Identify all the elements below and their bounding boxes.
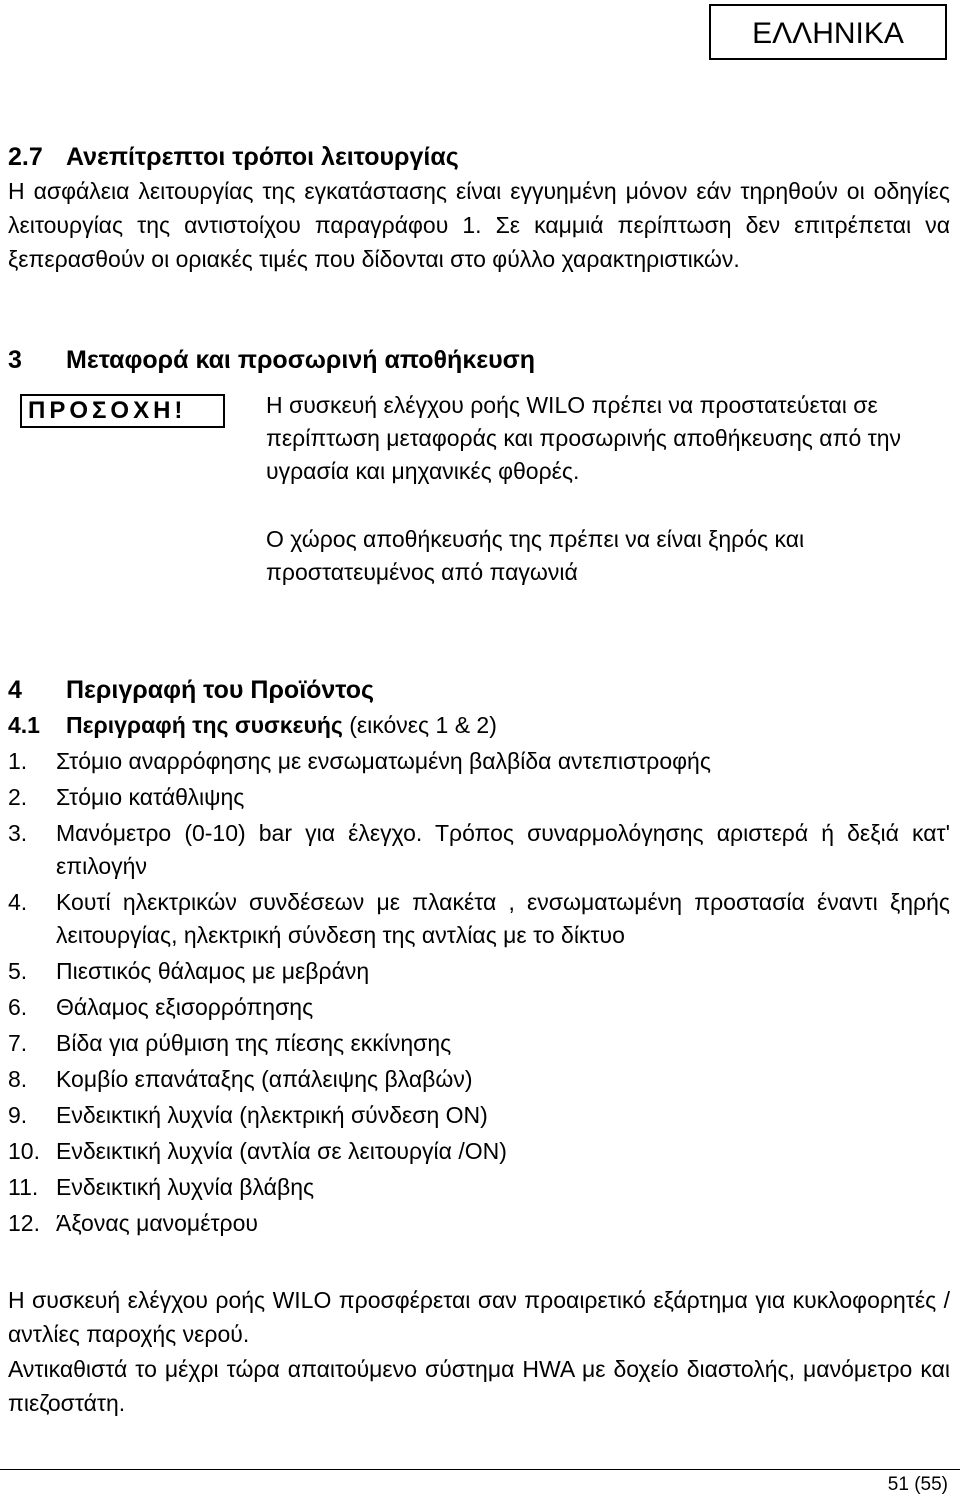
list-item-number: 1. (8, 748, 28, 774)
section-3-number: 3 (8, 346, 22, 374)
list-item-number: 10. (8, 1138, 40, 1164)
list-item-number: 11. (8, 1174, 39, 1200)
section-2-7-number: 2.7 (8, 143, 43, 171)
list-item-number: 5. (8, 958, 28, 984)
list-item-text: Μανόμετρο (0-10) bar για έλεγχο. Τρόπος συναρμολόγησης αριστερά ή δεξιά κατ' επιλογήν (56, 820, 950, 879)
description-paragraph-1: Η συσκευή ελέγχου ροής WILO προσφέρεται σαν προαιρετικό εξάρτημα για κυκλοφορητές / αντλίες παροχής νερού. (8, 1287, 950, 1347)
list-item-text: Στόμιο κατάθλιψης (56, 784, 245, 810)
section-4-1-number: 4.1 (8, 712, 40, 738)
list-item-text: Κουτί ηλεκτρικών συνδέσεων με πλακέτα , ενσωματωμένη προστασία έναντι ξηρής λειτουργίας, ηλεκτρική σύνδεση της αντλίας με το δίκτυο (56, 889, 950, 948)
list-item (8, 886, 950, 952)
list-item (8, 1063, 950, 1096)
section-4-heading (8, 675, 374, 705)
warning-text-2: Ο χώρος αποθήκευσής της πρέπει να είναι ξηρός και προστατευμένος από παγωνιά (266, 526, 805, 585)
list-item (8, 1027, 950, 1060)
footer-divider (0, 1469, 960, 1470)
list-item-text: Θάλαμος εξισορρόπησης (56, 994, 314, 1020)
list-item-text: Στόμιο αναρρόφησης με ενσωματωμένη βαλβίδα αντεπιστροφής (56, 748, 711, 774)
list-item-text: Ενδεικτική λυχνία (αντλία σε λειτουργία /ΟΝ) (56, 1138, 507, 1164)
warning-text-1: Η συσκευή ελέγχου ροής WILO πρέπει να προστατεύεται σε περίπτωση μεταφοράς και προσωρινής αποθήκευσης από την υγρασία και μηχανικές φθορές. (266, 392, 902, 484)
language-label: ΕΛΛΗΝΙΚΑ (709, 4, 947, 60)
section-4-1-suffix: (εικόνες 1 & 2) (349, 712, 497, 738)
list-item (8, 991, 950, 1024)
list-item (8, 745, 950, 778)
description-paragraph-2: Αντικαθιστά το μέχρι τώρα απαιτούμενο σύστημα HWA με δοχείο διαστολής, μανόμετρο και πιεζοστάτη. (8, 1356, 950, 1416)
list-item (8, 817, 950, 883)
list-item-number: 4. (8, 889, 28, 915)
list-item-text: Ενδεικτική λυχνία (ηλεκτρική σύνδεση ΟΝ) (56, 1102, 488, 1128)
section-4-number: 4 (8, 676, 22, 704)
list-item-number: 12. (8, 1210, 40, 1236)
list-item-number: 9. (8, 1102, 28, 1128)
list-item (8, 1207, 950, 1240)
list-item-text: Ενδεικτική λυχνία βλάβης (56, 1174, 315, 1200)
list-item-number: 2. (8, 784, 28, 810)
section-2-7-heading (8, 142, 459, 172)
device-parts-list (8, 745, 950, 1243)
list-item-number: 6. (8, 994, 28, 1020)
warning-label: ΠΡΟΣΟΧΗ! (20, 394, 225, 428)
section-3-heading (8, 345, 535, 375)
list-item-text: Βίδα για ρύθμιση της πίεσης εκκίνησης (56, 1030, 452, 1056)
list-item (8, 781, 950, 814)
section-4-title: Περιγραφή του Προϊόντος (66, 676, 375, 704)
list-item-text: Άξονας μανομέτρου (56, 1210, 258, 1236)
list-item-number: 7. (8, 1030, 28, 1056)
section-4-1-title: Περιγραφή της συσκευής (66, 712, 343, 738)
list-item (8, 955, 950, 988)
section-4-1-heading (8, 710, 497, 740)
section-2-7-text: Η ασφάλεια λειτουργίας της εγκατάστασης είναι εγγυημένη μόνον εάν τηρηθούν οι οδηγίες λειτουργίας της αντιστοίχου παραγράφου 1. Σε καμμιά περίπτωση δεν επιτρέπεται να ξεπερασθούν οι οριακές τιμές που δίδονται στο φύλλο χαρακτηριστικών. (8, 178, 950, 272)
list-item (8, 1099, 950, 1132)
list-item (8, 1135, 950, 1168)
section-2-7-title: Ανεπίτρεπτοι τρόποι λειτουργίας (66, 143, 459, 171)
page-number: 51 (55) (887, 1474, 948, 1495)
list-item-text: Κομβίο επανάταξης (απάλειψης βλαβών) (56, 1066, 473, 1092)
section-3-title: Μεταφορά και προσωρινή αποθήκευση (66, 346, 536, 374)
list-item-number: 3. (8, 820, 28, 846)
list-item-number: 8. (8, 1066, 28, 1092)
list-item-text: Πιεστικός θάλαμος με μεβράνη (56, 958, 370, 984)
list-item (8, 1171, 950, 1204)
